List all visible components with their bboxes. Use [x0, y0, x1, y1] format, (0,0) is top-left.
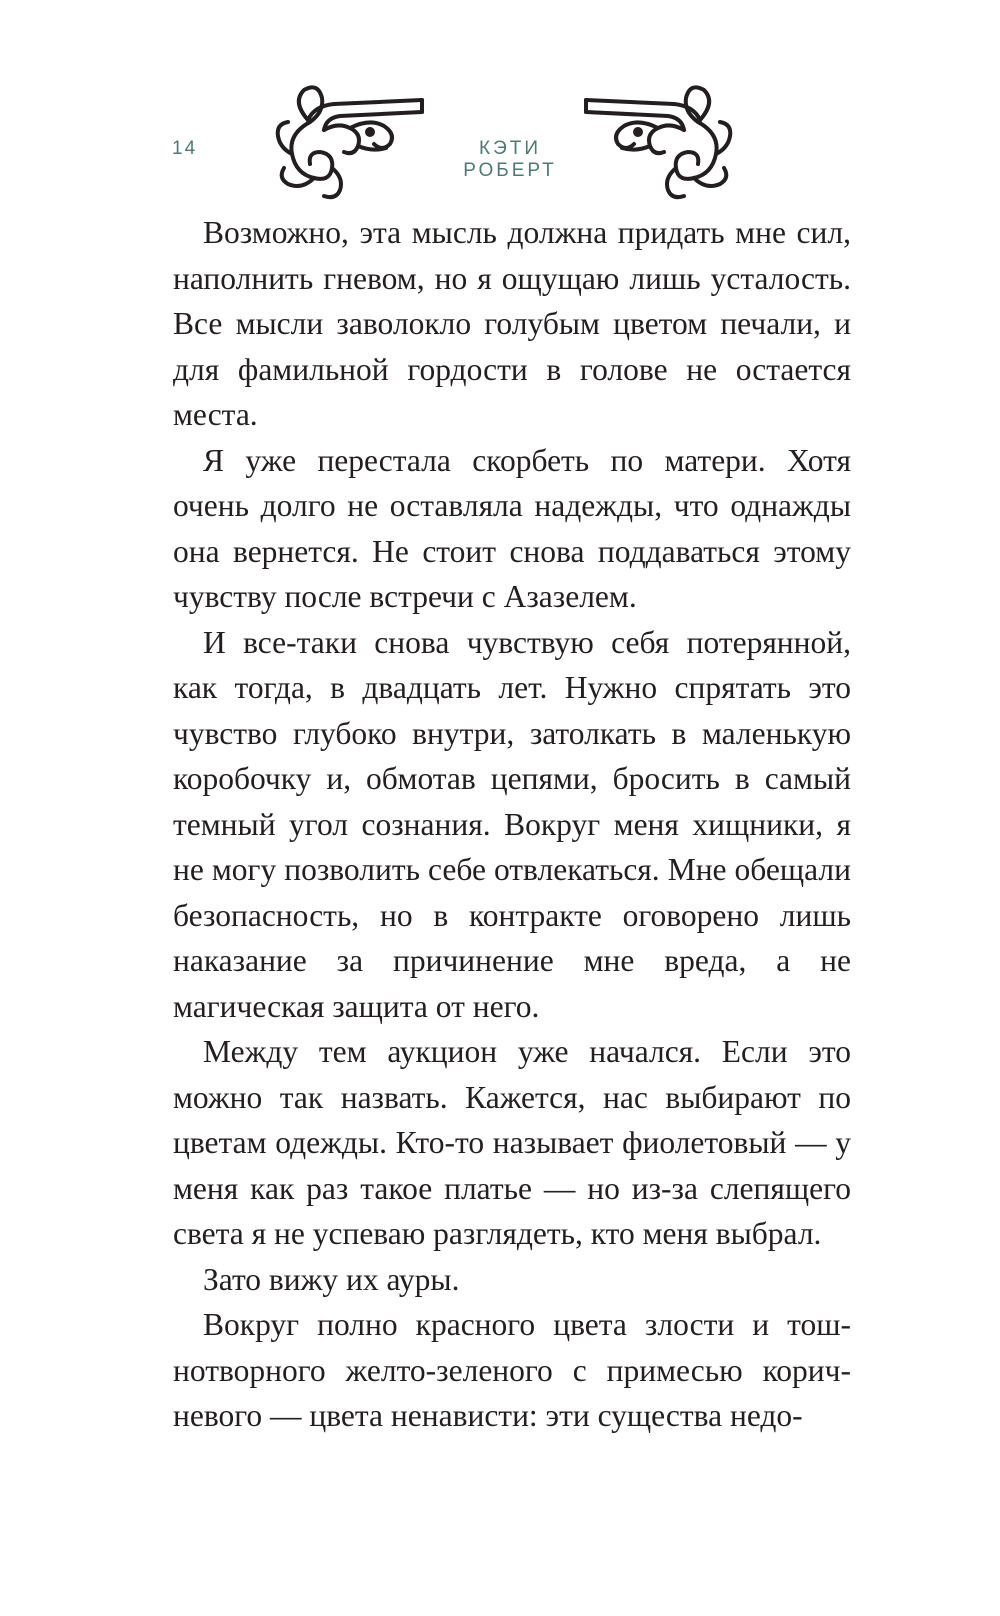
- paragraph: Возможно, эта мысль должна придать мне сил, наполнить гневом, но я ощущаю лишь усталость. Все мысли заволокло голубым цветом печали, и для фамильной гордости в голове не остается места.: [173, 215, 851, 432]
- celtic-knot-ornament-icon: [584, 82, 734, 202]
- paragraph: Зато вижу их ауры.: [203, 1261, 460, 1297]
- author-name: КЭТИ РОБЕРТ: [463, 138, 557, 181]
- running-head: [0, 82, 1000, 212]
- paragraph: Между тем аукцион уже начался. Если это можно так назвать. Кажется, нас выбирают по цветам одежды. Кто-то называет фиолетовый — у меня как раз такое платье — но из-за слепящего света я не успеваю разглядеть, кто меня выбрал.: [173, 1034, 851, 1251]
- paragraph: Я уже перестала скорбеть по матери. Хотя очень долго не оставляла надежды, что однажды она вернется. Не стоит снова поддаваться этому чувству после встречи с Азазелем.: [173, 442, 851, 614]
- paragraph: Вокруг полно красного цвета злости и тошнотворного желто-зеленого с примесью коричневого — цвета ненависти: эти существа недо-: [173, 1307, 851, 1433]
- paragraph: И все-таки снова чувствую себя потерянной, как тогда, в двадцать лет. Нужно спрятать это чувство глубоко внутри, затолкать в маленькую коробочку и, обмотав цепями, бросить в самый темный угол сознания. Вокруг меня хищники, я не могу позволить себе отвлекаться. Мне обещали безопасность, но в контракте оговорено лишь наказание за причинение мне вреда, а не магическая защита от него.: [173, 624, 851, 1024]
- body-text: [173, 210, 851, 1439]
- celtic-knot-ornament-icon: [274, 82, 424, 202]
- page-number: 14: [172, 138, 198, 159]
